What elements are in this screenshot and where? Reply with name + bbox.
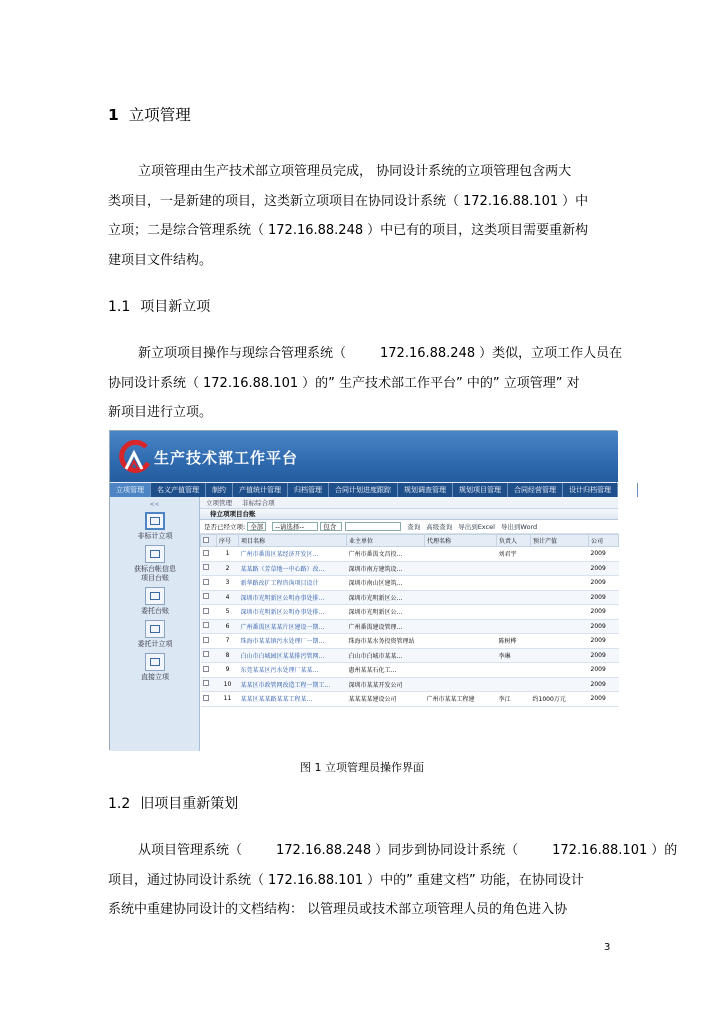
- sec11-line-2: 协同设计系统（ 172.16.88.101 ）的” 生产技术部工作平台” 中的” 立项管理” 对: [108, 369, 616, 399]
- project-table: [200, 534, 619, 707]
- table-cell: 11: [217, 692, 239, 707]
- table-cell: [531, 605, 589, 620]
- table-cell: 2: [217, 561, 239, 576]
- table-cell: 2009: [589, 663, 619, 678]
- column-header[interactable]: 项目名称: [239, 535, 347, 547]
- figure-caption: 图 1 立项管理员操作界面: [300, 761, 424, 774]
- table-cell: 珠海市某水务投资管理站: [347, 634, 425, 649]
- table-cell: [497, 605, 531, 620]
- table-cell[interactable]: 某某区市政管网改造工程一期工...: [239, 677, 347, 692]
- sidebar-item-label: 委托计立项: [137, 640, 173, 648]
- row-checkbox[interactable]: [203, 666, 209, 672]
- search-button[interactable]: 查询: [407, 523, 421, 531]
- table-cell: [425, 605, 497, 620]
- panel-title: 待立项项目台账: [200, 509, 618, 520]
- table-cell: [425, 547, 497, 562]
- nav-tab[interactable]: 规划项目管理: [453, 483, 508, 497]
- table-row[interactable]: [201, 634, 619, 649]
- ip-address: 172.16.88.101: [463, 193, 559, 209]
- table-row[interactable]: [201, 677, 619, 692]
- table-row[interactable]: [201, 576, 619, 591]
- row-checkbox[interactable]: [203, 651, 209, 657]
- table-cell: 深圳市光明新区公...: [347, 590, 425, 605]
- table-cell: [425, 619, 497, 634]
- table-cell[interactable]: 新华路改扩工程咨询项目设计: [239, 576, 347, 591]
- table-cell[interactable]: 珠海市某某镇污水处理厂一期...: [239, 634, 347, 649]
- table-row[interactable]: [201, 590, 619, 605]
- page-number: 3: [604, 942, 611, 953]
- table-cell: [425, 663, 497, 678]
- table-cell[interactable]: 某某路（芳草地一中心路）改...: [239, 561, 347, 576]
- table-cell: 2009: [589, 547, 619, 562]
- table-row[interactable]: [201, 663, 619, 678]
- nav-tab[interactable]: 归档管理: [288, 483, 329, 497]
- table-cell: 2009: [589, 605, 619, 620]
- field-select[interactable]: --请选择--: [272, 522, 318, 531]
- table-cell: 9: [217, 663, 239, 678]
- table-cell[interactable]: 白山市白城园区某某排污管网...: [239, 648, 347, 663]
- sidebar-item[interactable]: [110, 512, 200, 541]
- table-cell: [531, 547, 589, 562]
- table-row[interactable]: [201, 648, 619, 663]
- search-input[interactable]: [345, 522, 401, 531]
- table-cell: [425, 561, 497, 576]
- table-cell[interactable]: 广州番禺区某某片区建设一期...: [239, 619, 347, 634]
- table-cell: 2009: [589, 561, 619, 576]
- table-cell: [425, 677, 497, 692]
- row-checkbox[interactable]: [203, 695, 209, 701]
- export-excel-button[interactable]: 导出到Excel: [458, 523, 495, 531]
- sidebar-collapse-icon[interactable]: <<: [149, 501, 160, 508]
- table-cell: 2009: [589, 576, 619, 591]
- table-cell: [425, 634, 497, 649]
- sidebar-item-label: 非标计立项: [137, 532, 173, 540]
- table-cell: 深圳市某某开发公司: [347, 677, 425, 692]
- nav-tab[interactable]: 制约: [206, 483, 233, 497]
- table-cell: 4: [217, 590, 239, 605]
- sec11-line-1: 新立项项目操作与现综合管理系统（ 172.16.88.248 ）类似，立项工作人员在: [108, 339, 616, 369]
- table-cell: 8: [217, 648, 239, 663]
- nav-tab[interactable]: 产值统计管理: [233, 483, 288, 497]
- figure-screenshot: [109, 430, 631, 750]
- nav-tab[interactable]: 合同计划进度跟踪: [329, 483, 398, 497]
- table-cell: [531, 619, 589, 634]
- table-cell: 广州市某某工程建: [425, 692, 497, 707]
- breadcrumb-item[interactable]: 立项管理: [206, 499, 232, 507]
- sec12-paragraph: [108, 836, 678, 925]
- nav-tab[interactable]: 名义产值管理: [151, 483, 206, 497]
- table-cell: 2009: [589, 677, 619, 692]
- sidebar-item[interactable]: [110, 620, 200, 649]
- nav-tab[interactable]: 立项管理: [110, 483, 151, 497]
- sec12-line-2: 项目，通过协同设计系统（ 172.16.88.101 ）中的” 重建文档” 功能，在协同设计: [108, 866, 616, 896]
- banner-title: 生产技术部工作平台: [154, 449, 299, 467]
- table-cell: 广州番禺建设管理...: [347, 619, 425, 634]
- table-cell: [531, 590, 589, 605]
- left-sidebar: [110, 497, 200, 751]
- table-cell: [531, 663, 589, 678]
- column-header[interactable]: 代理名称: [425, 535, 497, 547]
- ip-address: 172.16.88.101: [203, 375, 299, 391]
- column-header[interactable]: 业主单位: [347, 535, 425, 547]
- sidebar-item-label: 直接立项: [141, 673, 169, 681]
- table-cell: 陈树桦: [497, 634, 531, 649]
- table-cell: [497, 561, 531, 576]
- heading-number: 1: [108, 106, 119, 124]
- table-cell[interactable]: 广州市番禺区某经济开发区...: [239, 547, 347, 562]
- sec11-line-3: 新项目进行立项。: [108, 405, 213, 420]
- table-cell: [497, 677, 531, 692]
- row-checkbox[interactable]: [203, 680, 209, 686]
- table-cell: [531, 648, 589, 663]
- column-header[interactable]: 预计产值: [531, 535, 589, 547]
- table-row[interactable]: [201, 619, 619, 634]
- filter-label: 是否已经立项:: [204, 523, 246, 531]
- table-cell: 1: [217, 547, 239, 562]
- row-checkbox[interactable]: [203, 579, 209, 585]
- column-header[interactable]: 负责人: [497, 535, 531, 547]
- row-checkbox[interactable]: [203, 593, 209, 599]
- ip-address: 172.16.88.248: [268, 223, 364, 238]
- column-header[interactable]: 公司: [589, 535, 619, 547]
- intro-paragraph: [108, 157, 616, 275]
- table-row[interactable]: [201, 561, 619, 576]
- intro-line-2: 类项目，一是新建的项目，这类新立项项目在协同设计系统（ 172.16.88.101 ）中: [108, 187, 616, 217]
- ip-address: 172.16.88.248: [276, 843, 372, 858]
- row-checkbox[interactable]: [203, 622, 209, 628]
- table-cell: 3: [217, 576, 239, 591]
- heading-text: 立项管理: [128, 106, 191, 124]
- nav-tab[interactable]: 合同经营管理: [508, 483, 563, 497]
- table-cell: 2009: [589, 619, 619, 634]
- breadcrumb-item[interactable]: 非标综合项: [242, 499, 275, 507]
- table-cell[interactable]: 某某区某某路某某工程某...: [239, 692, 347, 707]
- section-heading-1-2: 1.2 旧项目重新策划: [108, 796, 239, 812]
- table-cell: [425, 576, 497, 591]
- ip-address: 172.16.88.101: [552, 843, 648, 858]
- table-cell: 10: [217, 677, 239, 692]
- row-checkbox[interactable]: [203, 564, 209, 570]
- table-cell: 约1000万元: [531, 692, 589, 707]
- sec12-line-3: 系统中重建协同设计的文档结构： 以管理员或技术部立项管理人员的角色进入协: [108, 902, 568, 917]
- table-cell: 白山市白城市某某...: [347, 648, 425, 663]
- table-cell: 刘君宇: [497, 547, 531, 562]
- nav-tab[interactable]: 规划调查管理: [398, 483, 453, 497]
- sidebar-item[interactable]: [110, 545, 200, 583]
- row-checkbox[interactable]: [203, 637, 209, 643]
- filter-toolbar: [200, 520, 618, 534]
- table-cell[interactable]: 深圳市光明新区公明办事处排...: [239, 590, 347, 605]
- table-cell: 2009: [589, 590, 619, 605]
- table-cell: 2009: [589, 648, 619, 663]
- sidebar-item-label: 委托台账: [141, 607, 169, 615]
- table-cell: 李江: [497, 692, 531, 707]
- breadcrumb: [200, 497, 618, 509]
- ip-address: 172.16.88.248: [380, 346, 476, 361]
- sec11-paragraph: [108, 339, 623, 428]
- table-cell: 6: [217, 619, 239, 634]
- table-cell: [425, 590, 497, 605]
- nav-tab[interactable]: 设计归档管理: [563, 483, 618, 497]
- table-cell: 2009: [589, 692, 619, 707]
- sidebar-item[interactable]: [110, 587, 200, 616]
- table-row[interactable]: [201, 547, 619, 562]
- sidebar-item[interactable]: [110, 653, 200, 682]
- sec12-line-1: 从项目管理系统（ 172.16.88.248 ）同步到协同设计系统（ 172.16.88.101 ）的: [108, 836, 616, 866]
- sidebar-item-label: 获标台帐信息 项目台账: [134, 565, 176, 582]
- table-cell: [531, 634, 589, 649]
- folder-icon: [145, 512, 165, 530]
- main-nav: [110, 483, 631, 497]
- table-cell[interactable]: 东莞某某区污水处理厂某某...: [239, 663, 347, 678]
- intro-line-3: 立项；二是综合管理系统（ 172.16.88.248 ）中已有的项目，这类项目需要重新构: [108, 216, 616, 246]
- column-header[interactable]: [201, 535, 217, 547]
- select-all-checkbox[interactable]: [203, 537, 209, 543]
- table-cell: 深圳市南方建筑设...: [347, 561, 425, 576]
- table-cell: 5: [217, 605, 239, 620]
- intro-line-4: 建项目文件结构。: [108, 252, 213, 268]
- table-cell: [497, 619, 531, 634]
- table-cell: [531, 576, 589, 591]
- folder-icon: [145, 545, 165, 563]
- section-heading-1: [108, 103, 191, 125]
- folder-icon: [145, 587, 165, 605]
- company-logo-icon: [116, 439, 152, 475]
- column-header[interactable]: 序号: [217, 535, 239, 547]
- table-cell: 惠州某某石化工...: [347, 663, 425, 678]
- folder-icon: [145, 653, 165, 671]
- table-cell: 广州市番禺文昌投...: [347, 547, 425, 562]
- folder-icon: [145, 620, 165, 638]
- table-cell: 深圳市南山区建筑...: [347, 576, 425, 591]
- row-checkbox[interactable]: [203, 608, 209, 614]
- table-cell: 2009: [589, 634, 619, 649]
- table-cell: [497, 576, 531, 591]
- table-row[interactable]: [201, 692, 619, 707]
- nav-tab[interactable]: 公: [618, 483, 638, 497]
- table-cell: [531, 677, 589, 692]
- status-select[interactable]: 全部: [247, 522, 266, 531]
- main-panel: [200, 497, 618, 751]
- table-row[interactable]: [201, 605, 619, 620]
- row-checkbox[interactable]: [203, 550, 209, 556]
- table-cell: [497, 663, 531, 678]
- table-cell: [497, 590, 531, 605]
- table-cell[interactable]: 深圳市光明新区公明办事处排...: [239, 605, 347, 620]
- table-cell: 某某某某建设公司: [347, 692, 425, 707]
- table-cell: [425, 648, 497, 663]
- operator-select[interactable]: 包含: [320, 522, 342, 531]
- table-cell: 7: [217, 634, 239, 649]
- section-heading-1-1: 1.1 项目新立项: [108, 299, 211, 315]
- intro-line-1: 立项管理由生产技术部立项管理员完成， 协同设计系统的立项管理包含两大: [138, 164, 572, 179]
- table-cell: 深圳市光明新区公...: [347, 605, 425, 620]
- app-banner: [110, 431, 618, 482]
- table-cell: [531, 561, 589, 576]
- export-word-button[interactable]: 导出到Word: [500, 523, 538, 531]
- table-cell: 李琳: [497, 648, 531, 663]
- advanced-search-button[interactable]: 高级查询: [426, 523, 453, 531]
- ip-address: 172.16.88.101: [268, 872, 364, 888]
